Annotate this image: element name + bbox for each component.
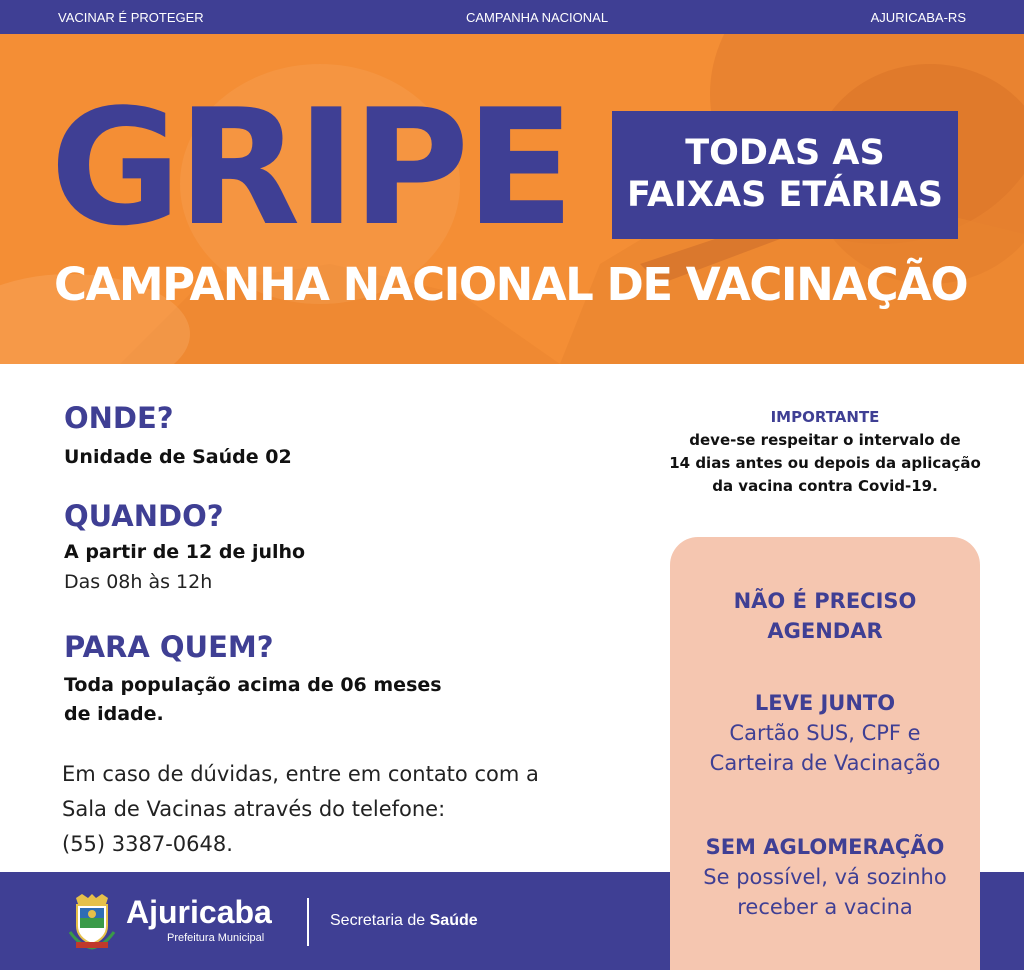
where-place: Unidade de Saúde 02: [64, 446, 292, 468]
contact-phone: (55) 3387-0648.: [62, 832, 233, 856]
who-line2: de idade.: [64, 703, 164, 725]
important-title: IMPORTANTE: [770, 408, 880, 426]
info-box: [670, 537, 980, 970]
no-crowding-line2: receber a vacina: [737, 895, 913, 919]
when-hours: Das 08h às 12h: [64, 571, 213, 593]
hero-title: GRIPE: [50, 74, 571, 261]
footer-divider: [307, 898, 309, 946]
brand-subtitle: Prefeitura Municipal: [167, 932, 265, 944]
when-title: QUANDO?: [64, 499, 224, 533]
bring-along-line2: Carteira de Vacinação: [709, 751, 941, 775]
no-appointment-line2: AGENDAR: [767, 619, 883, 643]
bring-along-title: LEVE JUNTO: [754, 691, 896, 715]
department-prefix: Secretaria de: [330, 912, 426, 929]
top-bar-slogan: VACINAR É PROTEGER: [58, 10, 204, 25]
no-crowding-line1: Se possível, vá sozinho: [703, 865, 947, 889]
top-bar-location: AJURICABA-RS: [870, 10, 966, 25]
bring-along-line1: Cartão SUS, CPF e: [729, 721, 921, 745]
where-title: ONDE?: [64, 401, 174, 435]
important-line2: 14 dias antes ou depois da aplicação: [669, 454, 981, 472]
hero-banner: [0, 34, 1024, 364]
brand-name: Ajuricaba: [126, 894, 272, 930]
department-name: [330, 912, 478, 930]
no-crowding-title: SEM AGLOMERAÇÃO: [705, 835, 945, 859]
age-groups-line2: FAIXAS ETÁRIAS: [627, 175, 943, 215]
important-line1: deve-se respeitar o intervalo de: [689, 431, 961, 449]
age-groups-line1: TODAS AS: [685, 133, 885, 173]
top-bar-campaign: CAMPANHA NACIONAL: [466, 10, 609, 25]
top-bar: [0, 0, 1024, 34]
no-appointment-line1: NÃO É PRECISO: [733, 589, 917, 613]
contact-line1: Em caso de dúvidas, entre em contato com a: [62, 762, 539, 786]
hero-subtitle: CAMPANHA NACIONAL DE VACINAÇÃO: [54, 258, 968, 311]
contact-line2: Sala de Vacinas através do telefone:: [62, 797, 446, 821]
who-line1: Toda população acima de 06 meses: [64, 674, 442, 696]
important-notice: [640, 406, 1010, 498]
department-area: Saúde: [429, 912, 478, 929]
when-date: A partir de 12 de julho: [64, 541, 306, 563]
municipal-crest-icon: [68, 892, 116, 950]
contact-info: [62, 757, 622, 862]
who-title: PARA QUEM?: [64, 630, 274, 664]
important-line3: da vacina contra Covid-19.: [712, 477, 938, 495]
age-groups-box: [612, 111, 958, 239]
